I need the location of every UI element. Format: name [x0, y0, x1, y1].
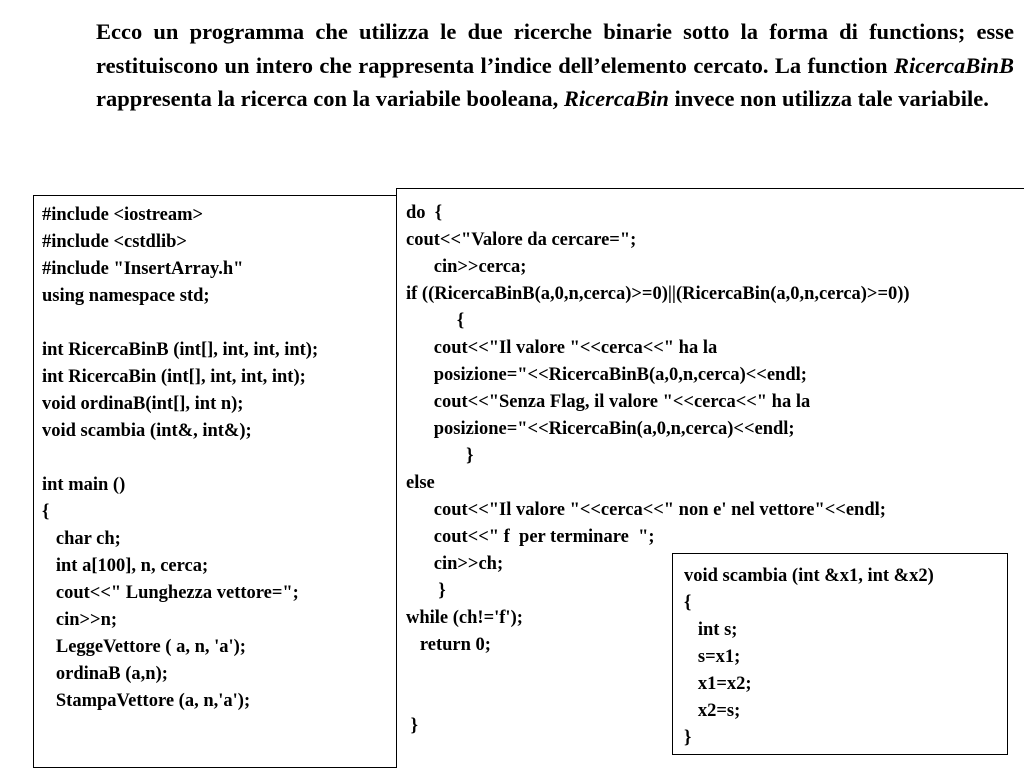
code-line: {	[406, 311, 465, 331]
code-line: }	[406, 446, 474, 466]
code-line: void ordinaB(int[], int n);	[42, 394, 244, 414]
code-line: LeggeVettore ( a, n, 'a');	[42, 637, 246, 657]
code-box-scambia-function	[672, 553, 1008, 755]
code-box-main-declarations	[33, 195, 397, 768]
code-line: StampaVettore (a, n,'a');	[42, 691, 251, 711]
code-line	[42, 445, 396, 472]
function-name-ricercabinb: RicercaBinB	[893, 52, 1014, 78]
code-line: }	[684, 728, 692, 748]
code-line: }	[406, 581, 446, 601]
code-line: cin>>n;	[42, 610, 118, 630]
code-listing-scambia	[684, 563, 1007, 752]
code-line: #include <cstdlib>	[42, 232, 187, 252]
code-line: }	[406, 716, 418, 736]
code-line: int a[100], n, cerca;	[42, 556, 209, 576]
code-line: {	[42, 502, 50, 522]
code-line: using namespace std;	[42, 286, 210, 306]
code-line: do {	[406, 203, 443, 223]
function-name-ricercabin: RicercaBin	[563, 86, 669, 111]
code-line: int RicercaBinB (int[], int, int, int);	[42, 340, 319, 360]
code-line: s=x1;	[684, 647, 741, 667]
code-line: cin>>ch;	[406, 554, 504, 574]
code-line: cout<<"Il valore "<<cerca<<" non e' nel vettore"<<endl;	[406, 500, 886, 520]
intro-paragraph	[96, 15, 1014, 116]
code-line: void scambia (int &x1, int &x2)	[684, 566, 934, 586]
code-line: int RicercaBin (int[], int, int, int);	[42, 367, 306, 387]
code-line: void scambia (int&, int&);	[42, 421, 252, 441]
code-line: posizione="<<RicercaBin(a,0,n,cerca)<<endl;	[406, 419, 795, 439]
code-line: x1=x2;	[684, 674, 752, 694]
code-line: cout<<" f per terminare ";	[406, 527, 655, 547]
code-line: cout<<"Senza Flag, il valore "<<cerca<<" ha la	[406, 392, 811, 412]
code-line: x2=s;	[684, 701, 741, 721]
code-line: cout<<" Lunghezza vettore=";	[42, 583, 299, 603]
code-line: {	[684, 593, 692, 613]
code-line: char ch;	[42, 529, 121, 549]
code-line: cout<<"Valore da cercare=";	[406, 230, 637, 250]
code-line: return 0;	[406, 635, 491, 655]
code-line: ordinaB (a,n);	[42, 664, 168, 684]
code-line: int s;	[684, 620, 738, 640]
code-listing-left	[42, 202, 396, 715]
intro-text-3: invece non utilizza tale variabile.	[668, 86, 989, 111]
code-line	[42, 310, 396, 337]
code-line: cout<<"Il valore "<<cerca<<" ha la	[406, 338, 718, 358]
code-line: #include "InsertArray.h"	[42, 259, 244, 279]
intro-text-2: rappresenta la ricerca con la variabile booleana,	[96, 86, 564, 111]
code-line: #include <iostream>	[42, 205, 204, 225]
code-line: while (ch!='f');	[406, 608, 523, 628]
code-line: else	[406, 473, 435, 493]
intro-text-1: Ecco un programma che utilizza le due ricerche binarie sotto la forma di functions; esse restituiscono un intero che rappresenta l’indice dell’elemento cercato. La function	[96, 19, 1014, 78]
code-line: int main ()	[42, 475, 126, 495]
code-line: if ((RicercaBinB(a,0,n,cerca)>=0)||(RicercaBin(a,0,n,cerca)>=0))	[406, 284, 910, 304]
code-line: posizione="<<RicercaBinB(a,0,n,cerca)<<endl;	[406, 365, 807, 385]
code-line: cin>>cerca;	[406, 257, 527, 277]
